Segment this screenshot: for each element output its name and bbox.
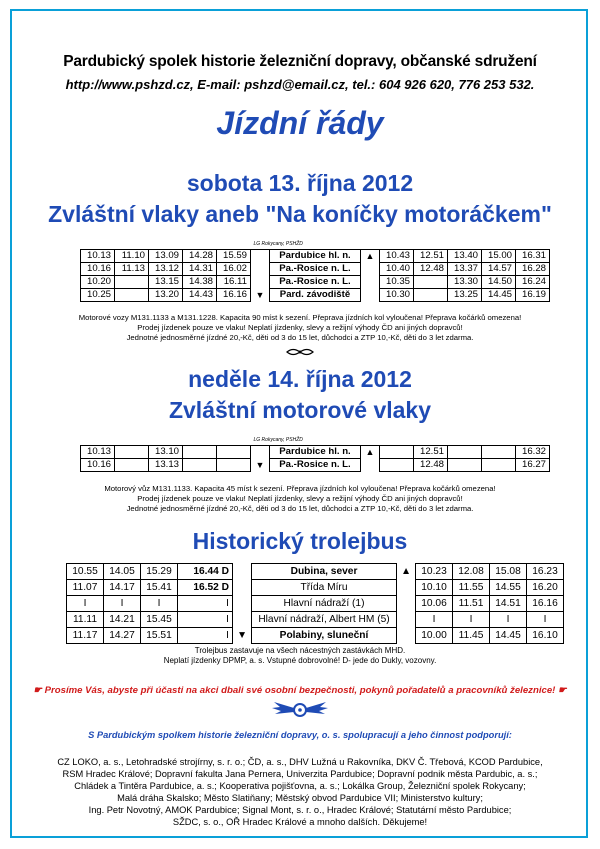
time-cell: 13.25 [448, 289, 482, 302]
time-cell: 10.35 [380, 276, 414, 289]
time-cell [115, 276, 149, 289]
header-spacer [115, 436, 149, 446]
time-cell: I [104, 596, 141, 612]
notice-text: Prosíme Vás, abyste při účasti na akci dbali své osobní bezpečnosti, pokynů pořadatelů a pracovníků železnice! [44, 685, 556, 696]
saturday-date: sobota 13. října 2012 [186, 170, 414, 196]
time-cell [482, 459, 516, 472]
time-cell: I [178, 612, 233, 628]
header-spacer [380, 436, 414, 446]
time-cell [380, 446, 414, 459]
time-cell: 16.11 [217, 276, 251, 289]
header-spacer [448, 240, 482, 250]
table-header-row [81, 436, 550, 446]
time-cell [448, 459, 482, 472]
time-cell: 15.29 [141, 564, 178, 580]
organization-name: Pardubický spolek historie železniční dopravy, občanské sdružení [63, 53, 537, 70]
ornament-icon [285, 347, 315, 357]
time-cell: 16.20 [527, 580, 564, 596]
time-cell: 14.38 [183, 276, 217, 289]
header-spacer [380, 240, 414, 250]
time-cell: 13.13 [149, 459, 183, 472]
saturday-subtitle: Zvláštní vlaky aneb "Na koníčky motoráčkem" [48, 201, 552, 227]
sunday-timetable [80, 436, 550, 472]
note-line: Motorové vozy M131.1133 a M131.1228. Kapacita 90 míst k sezení. Přeprava jízdních kol vyloučena! Přeprava kočárků omezena! [78, 313, 522, 322]
trolleybus-notes [0, 646, 600, 666]
time-cell: 11.45 [453, 628, 490, 644]
header-spacer [217, 436, 251, 446]
time-cell: 16.19 [516, 289, 550, 302]
sunday-date: neděle 14. října 2012 [188, 366, 412, 392]
time-cell: 11.13 [115, 263, 149, 276]
station-name: Pard. závodiště [270, 289, 361, 302]
time-cell: I [141, 596, 178, 612]
sunday-subtitle: Zvláštní motorové vlaky [168, 397, 432, 423]
time-cell: 14.45 [490, 628, 527, 644]
table-row [67, 564, 564, 580]
time-cell: 14.17 [104, 580, 141, 596]
direction-down-icon [251, 263, 270, 276]
time-cell: 14.50 [482, 276, 516, 289]
trolleybus-title: Historický trolejbus [192, 528, 408, 554]
sponsor-list [0, 756, 600, 828]
direction-up-icon [397, 628, 416, 644]
sponsor-line: Malá dráha Skalsko; Město Slatiňany; Městský obvod Pardubice VII; Ministerstvo kultury; [117, 793, 483, 803]
station-name: Pa.-Rosice n. L. [270, 276, 361, 289]
time-cell [448, 446, 482, 459]
direction-up-icon [361, 459, 380, 472]
station-name: Pardubice hl. n. [270, 446, 361, 459]
stop-name: Dubina, sever [252, 564, 397, 580]
table-row [81, 250, 550, 263]
saturday-timetable [80, 240, 550, 302]
time-cell: 14.55 [490, 580, 527, 596]
time-cell: 10.40 [380, 263, 414, 276]
time-cell: 13.20 [149, 289, 183, 302]
time-cell [380, 459, 414, 472]
header-spacer [516, 436, 550, 446]
header-spacer [217, 240, 251, 250]
pointing-hand-icon: ☛ [558, 685, 567, 696]
direction-down-icon [233, 612, 252, 628]
time-cell: 16.16 [217, 289, 251, 302]
time-cell: 14.45 [482, 289, 516, 302]
support-title: S Pardubickým spolkem historie železniční dopravy, o. s. spolupracují a jeho činnost podporují: [88, 730, 512, 740]
table-row [67, 628, 564, 644]
time-cell: 10.25 [81, 289, 115, 302]
time-cell: 16.16 [527, 596, 564, 612]
direction-down-icon: ▼ [251, 289, 270, 302]
direction-down-icon [233, 564, 252, 580]
time-cell: 14.05 [104, 564, 141, 580]
time-cell: 11.07 [67, 580, 104, 596]
time-cell: 10.00 [416, 628, 453, 644]
header-spacer [149, 436, 183, 446]
time-cell: I [416, 612, 453, 628]
time-cell: 14.43 [183, 289, 217, 302]
safety-notice [0, 685, 600, 696]
page-title: Jízdní řády [216, 105, 384, 141]
time-cell [217, 459, 251, 472]
table-row [81, 446, 550, 459]
time-cell: 11.10 [115, 250, 149, 263]
time-cell: 13.09 [149, 250, 183, 263]
sponsor-line: CZ LOKO, a. s., Letohradské strojírny, s. r. o.; ČD, a. s., DHV Lužná u Rakovníka, DKV Č. Třebová, KCOD Pardubice, [57, 757, 543, 767]
time-cell: 16.27 [516, 459, 550, 472]
time-cell: 13.15 [149, 276, 183, 289]
sponsor-line: Ing. Petr Novotný, AMOK Pardubice; Signal Mont, s. r. o., Hradec Králové; Statutární město Pardubice; [88, 805, 512, 815]
table-row [67, 580, 564, 596]
time-cell: 15.08 [490, 564, 527, 580]
saturday-notes [0, 313, 600, 343]
header-spacer [149, 240, 183, 250]
time-cell: 13.37 [448, 263, 482, 276]
time-cell: 16.28 [516, 263, 550, 276]
station-name: Pardubice hl. n. [270, 250, 361, 263]
sunday-notes [0, 484, 600, 514]
time-cell: 15.59 [217, 250, 251, 263]
direction-up-icon [361, 276, 380, 289]
header-spacer [361, 436, 380, 446]
time-cell: 15.41 [141, 580, 178, 596]
time-cell: 15.45 [141, 612, 178, 628]
table-row [67, 612, 564, 628]
header-spacer [448, 436, 482, 446]
sponsor-line: SŽDC, s. o., OŘ Hradec Králové a mnoho dalších. Děkujeme! [172, 817, 428, 827]
header-spacer [361, 240, 380, 250]
note-line: Trolejbus zastavuje na všech nácestných zastávkách MHD. [194, 646, 406, 655]
time-cell [217, 446, 251, 459]
time-cell: 10.43 [380, 250, 414, 263]
direction-down-icon [251, 250, 270, 263]
time-cell: 14.57 [482, 263, 516, 276]
direction-up-icon [397, 580, 416, 596]
direction-up-icon: ▲ [361, 250, 380, 263]
table-row [81, 459, 550, 472]
time-cell: 12.48 [414, 459, 448, 472]
time-cell: 12.51 [414, 250, 448, 263]
header-spacer [183, 436, 217, 446]
time-cell [414, 276, 448, 289]
time-cell: 10.10 [416, 580, 453, 596]
header-spacer [516, 240, 550, 250]
time-cell: 10.30 [380, 289, 414, 302]
direction-up-icon [361, 263, 380, 276]
stop-name: Třída Míru [252, 580, 397, 596]
direction-down-icon: ▼ [233, 628, 252, 644]
time-cell: 12.51 [414, 446, 448, 459]
header-spacer [482, 436, 516, 446]
sponsor-line: Chládek a Tintěra Pardubice, a. s.; Kooperativa pojišťovna, a. s.; Lokálka Group, Železniční spolek Rokycany; [74, 781, 526, 791]
time-cell [115, 459, 149, 472]
header-spacer [414, 436, 448, 446]
time-cell [414, 289, 448, 302]
time-cell: I [67, 596, 104, 612]
time-cell: 14.21 [104, 612, 141, 628]
time-cell: 11.55 [453, 580, 490, 596]
contact-line: http://www.pshzd.cz, E-mail: pshzd@email.cz, tel.: 604 926 620, 776 253 532. [65, 77, 535, 92]
header-spacer [183, 240, 217, 250]
time-cell: I [453, 612, 490, 628]
time-cell: 10.23 [416, 564, 453, 580]
direction-down-icon [233, 580, 252, 596]
direction-down-icon [251, 446, 270, 459]
time-cell: 16.52 D [178, 580, 233, 596]
operator-label: LG Rokycany, PSHŽD [251, 436, 361, 446]
direction-up-icon [361, 289, 380, 302]
time-cell: 11.17 [67, 628, 104, 644]
time-cell: 16.31 [516, 250, 550, 263]
time-cell: 16.10 [527, 628, 564, 644]
direction-down-icon [251, 276, 270, 289]
time-cell: 16.32 [516, 446, 550, 459]
time-cell: 10.13 [81, 446, 115, 459]
direction-up-icon: ▲ [361, 446, 380, 459]
note-line: Jednotné jednosměrné jízdné 20,-Kč, děti od 3 do 15 let, důchodci a ZTP 10,-Kč, děti do 3 let zdarma. [126, 504, 474, 513]
header-spacer [81, 436, 115, 446]
time-cell: 16.24 [516, 276, 550, 289]
note-line: Jednotné jednosměrné jízdné 20,-Kč, děti od 3 do 15 let, důchodci a ZTP 10,-Kč, děti do 3 let zdarma. [126, 333, 474, 342]
time-cell: 14.28 [183, 250, 217, 263]
stop-name: Hlavní nádraží, Albert HM (5) [252, 612, 397, 628]
header-spacer [81, 240, 115, 250]
time-cell: 10.06 [416, 596, 453, 612]
table-header-row [81, 240, 550, 250]
station-name: Pa.-Rosice n. L. [270, 263, 361, 276]
note-line: Neplatí jízdenky DPMP, a. s. Vstupné dobrovolné! D- jede do Dukly, vozovny. [163, 656, 437, 665]
time-cell: 15.00 [482, 250, 516, 263]
direction-up-icon [397, 596, 416, 612]
table-row [67, 596, 564, 612]
time-cell: I [178, 628, 233, 644]
note-line: Prodej jízdenek pouze ve vlaku! Neplatí jízdenky, slevy a režijní výhody ČD ani jiných dopravců! [137, 323, 463, 332]
operator-label: LG Rokycany, PSHŽD [251, 240, 361, 250]
table-row [81, 263, 550, 276]
time-cell: 11.11 [67, 612, 104, 628]
time-cell: I [527, 612, 564, 628]
note-line: Motorový vůz M131.1133. Kapacita 45 míst k sezení. Přeprava jízdních kol vyloučena! Přeprava kočárků omezena! [104, 484, 496, 493]
time-cell: 10.55 [67, 564, 104, 580]
direction-up-icon [397, 612, 416, 628]
direction-down-icon: ▼ [251, 459, 270, 472]
time-cell: 16.44 D [178, 564, 233, 580]
time-cell: 10.20 [81, 276, 115, 289]
table-row [81, 276, 550, 289]
time-cell: 11.51 [453, 596, 490, 612]
time-cell [183, 446, 217, 459]
time-cell: 16.02 [217, 263, 251, 276]
time-cell [482, 446, 516, 459]
sponsor-line: RSM Hradec Králové; Dopravní fakulta Jana Pernera, Univerzita Pardubice; Dopravní podnik města Pardubic, a. s.; [62, 769, 538, 779]
time-cell: 14.51 [490, 596, 527, 612]
table-row [81, 289, 550, 302]
header-spacer [115, 240, 149, 250]
time-cell: 13.10 [149, 446, 183, 459]
time-cell: 13.12 [149, 263, 183, 276]
time-cell: I [490, 612, 527, 628]
stop-name: Hlavní nádraží (1) [252, 596, 397, 612]
station-name: Pa.-Rosice n. L. [270, 459, 361, 472]
time-cell [183, 459, 217, 472]
time-cell: 12.08 [453, 564, 490, 580]
direction-down-icon [233, 596, 252, 612]
time-cell: I [178, 596, 233, 612]
trolleybus-timetable [66, 563, 564, 644]
pointing-hand-icon: ☛ [33, 685, 42, 696]
stop-name: Polabiny, sluneční [252, 628, 397, 644]
header-spacer [414, 240, 448, 250]
time-cell: 10.16 [81, 263, 115, 276]
time-cell: 10.16 [81, 459, 115, 472]
time-cell: 12.48 [414, 263, 448, 276]
time-cell: 13.40 [448, 250, 482, 263]
note-line: Prodej jízdenek pouze ve vlaku! Neplatí jízdenky, slevy a režijní výhody ČD ani jiných dopravců! [137, 494, 463, 503]
header-spacer [482, 240, 516, 250]
time-cell: 15.51 [141, 628, 178, 644]
time-cell: 16.23 [527, 564, 564, 580]
time-cell: 14.27 [104, 628, 141, 644]
time-cell: 14.31 [183, 263, 217, 276]
time-cell: 10.13 [81, 250, 115, 263]
time-cell [115, 289, 149, 302]
time-cell: 13.30 [448, 276, 482, 289]
winged-wheel-icon [270, 699, 330, 721]
direction-up-icon: ▲ [397, 564, 416, 580]
time-cell [115, 446, 149, 459]
